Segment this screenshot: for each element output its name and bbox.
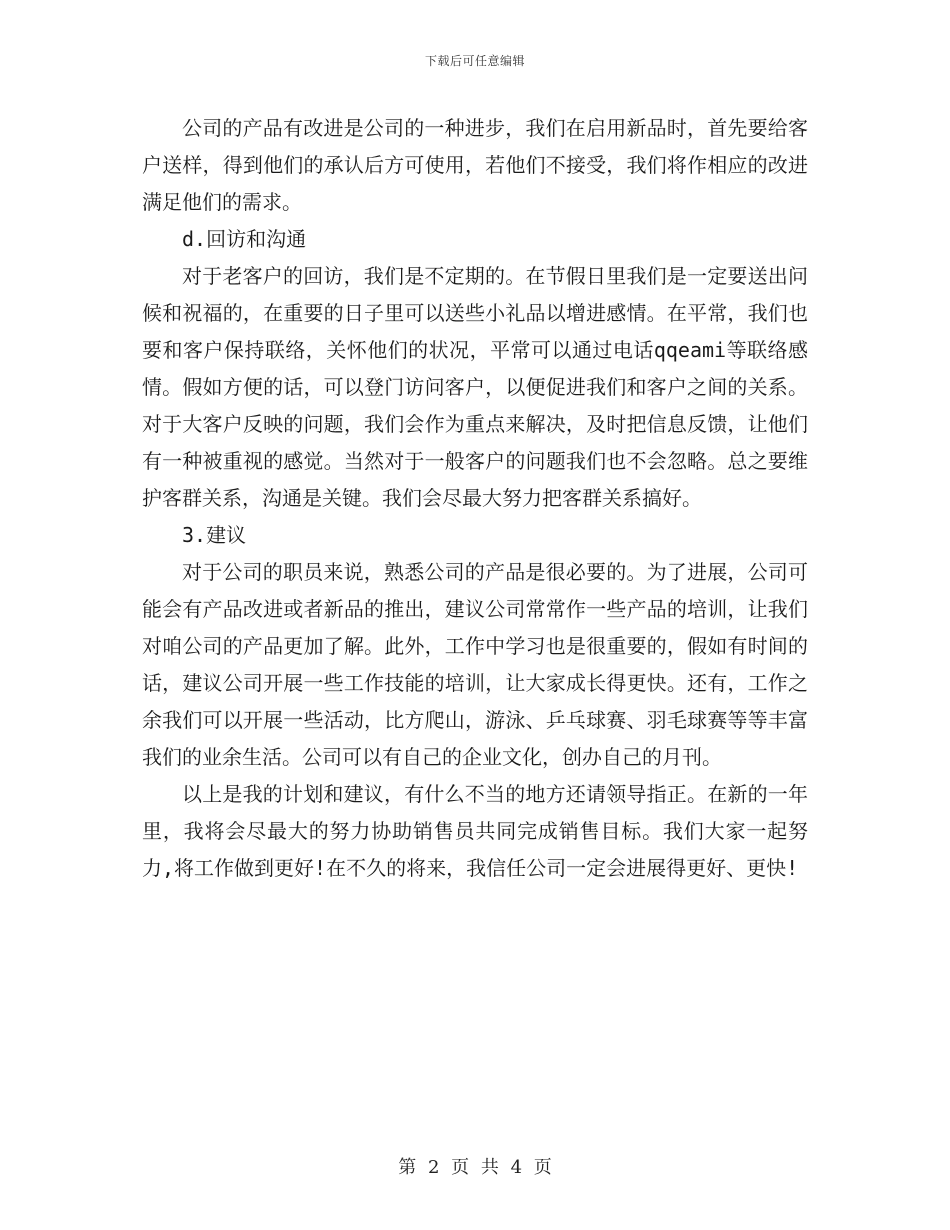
paragraph-product-improvement: 公司的产品有改进是公司的一种进步，我们在启用新品时，首先要给客户送样，得到他们的承认后方可使用，若他们不接受，我们将作相应的改进满足他们的需求。 — [142, 116, 808, 214]
heading-suggestions: 3.建议 — [182, 523, 247, 547]
paragraph-customer-visits: 对于老客户的回访，我们是不定期的。在节假日里我们是一定要送出问候和祝福的，在重要的日子里可以送些小礼品以增进感情。在平常，我们也要和客户保持联络，关怀他们的状况，平常可以通过电话qqeami等联络感情。假如方便的话，可以登门访问客户，以便促进我们和客户之间的关系。对于大客户反映的问题，我们会作为重点来解决，及时把信息反馈，让他们有一种被重视的感觉。当然对于一般客户的问题我们也不会忽略。总之要维护客群关系，沟通是关键。我们会尽最大努力把客群关系搞好。 — [142, 264, 808, 510]
paragraph-closing: 以上是我的计划和建议，有什么不当的地方还请领导指正。在新的一年里，我将会尽最大的努力协助销售员共同完成销售目标。我们大家一起努力,将工作做到更好!在不久的将来，我信任公司一定会进展得更好、更快! — [142, 782, 808, 880]
document-body — [142, 110, 808, 887]
paragraph-suggestions: 对于公司的职员来说，熟悉公司的产品是很必要的。为了进展，公司可能会有产品改进或者新品的推出，建议公司常常作一些产品的培训，让我们对咱公司的产品更加了解。此外，工作中学习也是很重要的，假如有时间的话，建议公司开展一些工作技能的培训，让大家成长得更快。还有，工作之余我们可以开展一些活动，比方爬山，游泳、乒乓球赛、羽毛球赛等等丰富我们的业余生活。公司可以有自己的企业文化，创办自己的月刊。 — [142, 560, 808, 769]
heading-visit-and-communication: d.回访和沟通 — [182, 227, 307, 251]
page-number-footer: 第 2 页 共 4 页 — [398, 1157, 552, 1178]
page-header: 下载后可任意编辑 — [424, 54, 525, 68]
